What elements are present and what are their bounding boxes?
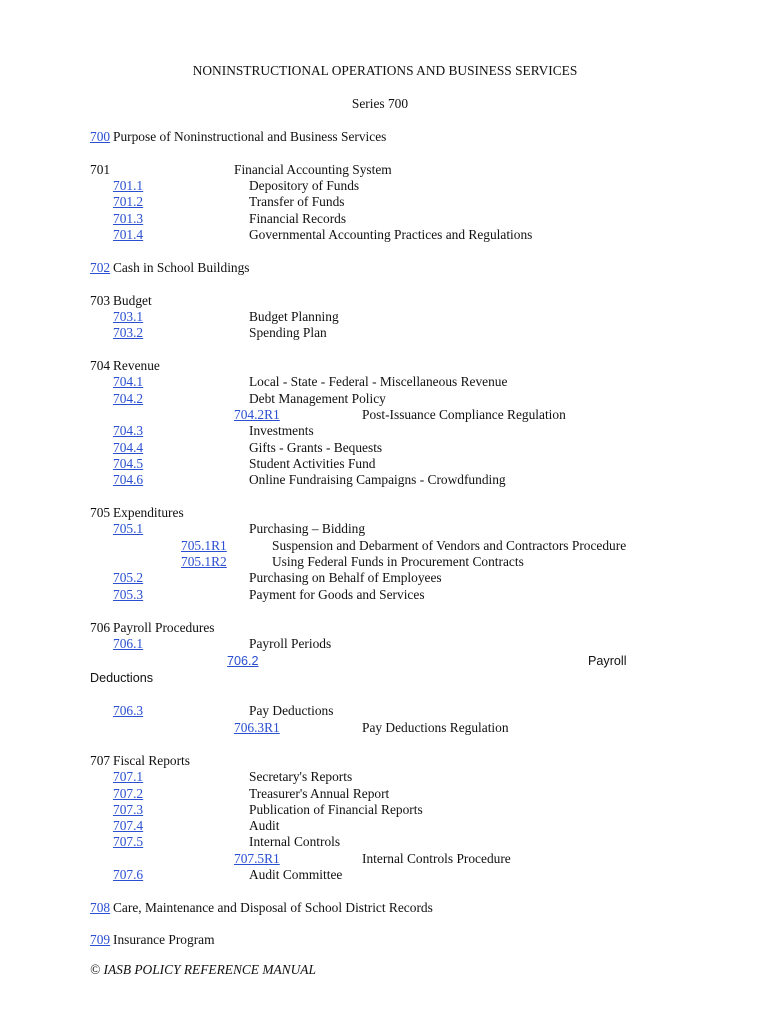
link-704-5[interactable]: 704.5 [113,456,144,471]
item-704-5-title: Student Activities Fund [249,456,376,471]
item-703-1-title: Budget Planning [249,309,339,324]
section-703-code: 703 [90,293,111,308]
link-707-3[interactable]: 707.3 [113,802,144,817]
item-707-3-title: Publication of Financial Reports [249,802,423,817]
item-707-1-title: Secretary's Reports [249,769,353,784]
section-706-title: Payroll Procedures [113,620,215,635]
section-708-title: Care, Maintenance and Disposal of School District Records [113,900,433,915]
link-705-1[interactable]: 705.1 [113,521,144,536]
item-701-4-title: Governmental Accounting Practices and Regulations [249,227,533,242]
item-706-3r1-title: Pay Deductions Regulation [362,720,509,735]
section-704-code: 704 [90,358,111,373]
section-704-title: Revenue [113,358,160,373]
item-703-2-title: Spending Plan [249,325,327,340]
item-706-1-title: Payroll Periods [249,636,332,651]
link-707-1[interactable]: 707.1 [113,769,144,784]
section-706-code: 706 [90,620,111,635]
item-707-2-title: Treasurer's Annual Report [249,786,390,801]
link-707-6[interactable]: 707.6 [113,867,144,882]
item-705-1r1-title: Suspension and Debarment of Vendors and Contractors Procedure [272,538,627,553]
item-705-2-title: Purchasing on Behalf of Employees [249,570,442,585]
footer-copyright: © IASB POLICY REFERENCE MANUAL [90,962,316,977]
link-706-2[interactable]: 706.2 [227,654,259,668]
link-707-5r1[interactable]: 707.5R1 [234,851,280,866]
item-704-6-title: Online Fundraising Campaigns - Crowdfunding [249,472,506,487]
link-701-2[interactable]: 701.2 [113,194,144,209]
link-706-3[interactable]: 706.3 [113,703,144,718]
section-702-title: Cash in School Buildings [113,260,250,275]
link-706-1[interactable]: 706.1 [113,636,144,651]
link-704-6[interactable]: 704.6 [113,472,144,487]
item-706-2-title-part1: Payroll [588,654,627,668]
item-701-1-title: Depository of Funds [249,178,360,193]
item-705-3-title: Payment for Goods and Services [249,587,425,602]
link-705-1r1[interactable]: 705.1R1 [181,538,227,553]
link-704-3[interactable]: 704.3 [113,423,144,438]
item-707-5-title: Internal Controls [249,834,341,849]
link-705-2[interactable]: 705.2 [113,570,144,585]
item-704-2r1-title: Post-Issuance Compliance Regulation [362,407,566,422]
link-705-1r2[interactable]: 705.1R2 [181,554,227,569]
item-704-1-title: Local - State - Federal - Miscellaneous Revenue [249,374,508,389]
section-709-title: Insurance Program [113,932,215,947]
item-701-2-title: Transfer of Funds [249,194,345,209]
series-label: Series 700 [351,96,409,111]
link-701-4[interactable]: 701.4 [113,227,144,242]
section-705-code: 705 [90,505,111,520]
item-705-1r2-title: Using Federal Funds in Procurement Contracts [272,554,524,569]
link-704-2[interactable]: 704.2 [113,391,144,406]
section-700-title: Purpose of Noninstructional and Business Services [113,129,387,144]
section-703-title: Budget [113,293,152,308]
link-705-3[interactable]: 705.3 [113,587,144,602]
link-707-2[interactable]: 707.2 [113,786,144,801]
item-707-6-title: Audit Committee [249,867,343,882]
link-709[interactable]: 709 [90,932,111,947]
link-702[interactable]: 702 [90,260,111,275]
item-704-3-title: Investments [249,423,314,438]
item-705-1-title: Purchasing – Bidding [249,521,366,536]
section-707-code: 707 [90,753,111,768]
link-701-1[interactable]: 701.1 [113,178,144,193]
item-706-2-title-part2: Deductions [90,671,154,685]
section-705-title: Expenditures [113,505,184,520]
section-701-title: Financial Accounting System [234,162,392,177]
item-707-5r1-title: Internal Controls Procedure [362,851,511,866]
link-701-3[interactable]: 701.3 [113,211,144,226]
item-704-4-title: Gifts - Grants - Bequests [249,440,383,455]
link-708[interactable]: 708 [90,900,111,915]
link-704-2r1[interactable]: 704.2R1 [234,407,280,422]
link-704-4[interactable]: 704.4 [113,440,144,455]
item-707-4-title: Audit [249,818,280,833]
link-703-1[interactable]: 703.1 [113,309,144,324]
link-700[interactable]: 700 [90,129,111,144]
link-704-1[interactable]: 704.1 [113,374,144,389]
item-701-3-title: Financial Records [249,211,347,226]
item-704-2-title: Debt Management Policy [249,391,386,406]
link-703-2[interactable]: 703.2 [113,325,144,340]
section-707-title: Fiscal Reports [113,753,190,768]
document-title: NONINSTRUCTIONAL OPERATIONS AND BUSINESS SERVICES [192,63,578,78]
link-707-4[interactable]: 707.4 [113,818,144,833]
item-706-3-title: Pay Deductions [249,703,334,718]
link-706-3r1[interactable]: 706.3R1 [234,720,280,735]
section-701-code: 701 [90,162,111,177]
link-707-5[interactable]: 707.5 [113,834,144,849]
